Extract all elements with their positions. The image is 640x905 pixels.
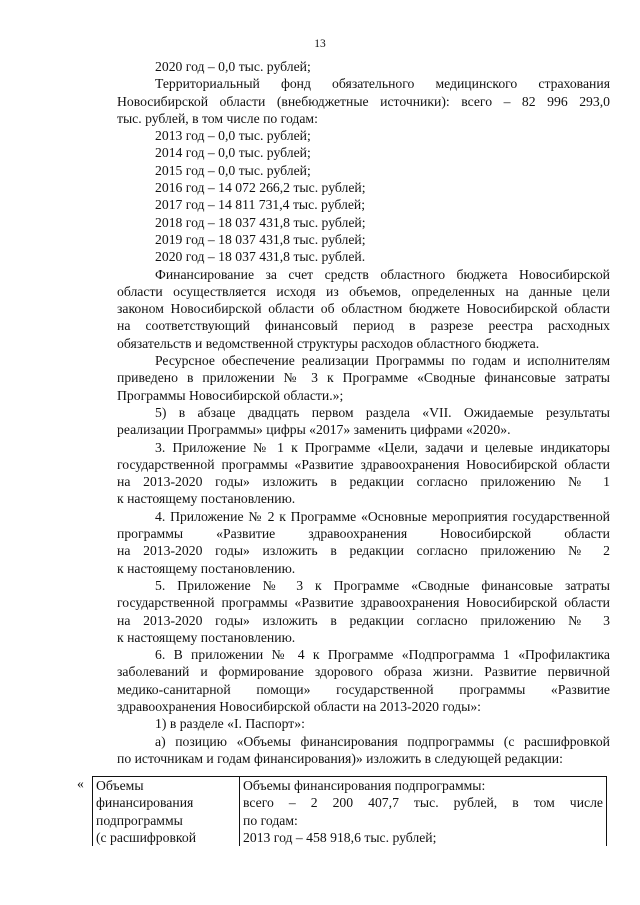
text-line: приведено в приложении № 3 к Программе «Сводные финансовые затраты: [117, 370, 610, 386]
paragraph-section-3: [117, 439, 610, 508]
text-line: Новосибирской области (внебюджетные источники): всего – 82 996 293,0: [117, 93, 610, 109]
paragraph-sub-a: [117, 733, 610, 768]
opening-quote: «: [77, 776, 84, 791]
text-line: Ресурсное обеспечение реализации Программы по годам и исполнителям: [155, 353, 610, 369]
cell-line: подпрограммы: [96, 812, 183, 828]
years-list: [117, 127, 610, 265]
year-line: 2017 год – 14 811 731,4 тыс. рублей;: [155, 197, 366, 213]
text-line: на 2013-2020 годы» изложить в редакции согласно приложению № 2: [117, 543, 610, 559]
paragraph-item-5: [117, 404, 610, 439]
paragraph-section-5: [117, 577, 610, 646]
text-line: реализации Программы» цифры «2017» заменить цифрами «2020».: [117, 422, 511, 438]
paragraph-section-4: [117, 508, 610, 577]
cell-line: всего – 2 200 407,7 тыс. рублей, в том числе: [243, 795, 603, 811]
text-line: программы «Развитие здравоохранения Новосибирской области: [117, 526, 610, 542]
paragraph-resources: [117, 352, 610, 404]
paragraph-financing: [117, 266, 610, 352]
year-line: 2016 год – 14 072 266,2 тыс. рублей;: [155, 180, 366, 196]
table-row: [93, 777, 607, 847]
text-line: Территориальный фонд обязательного медицинского страхования: [155, 76, 610, 92]
text-line: на 2013-2020 годы» изложить в редакции согласно приложению № 1: [117, 474, 610, 490]
paragraph-tfoms: [117, 75, 610, 127]
text-line: 6. В приложении № 4 к Программе «Подпрограмма 1 «Профилактика: [155, 647, 610, 663]
year-line: 2015 год – 0,0 тыс. рублей;: [155, 162, 311, 178]
text-line: Финансирование за счет средств областного бюджета Новосибирской: [155, 266, 610, 282]
text-line: обязательств и ведомственной структуры расходов областного бюджета.: [117, 335, 540, 351]
year-line: 2019 год – 18 037 431,8 тыс. рублей;: [155, 231, 366, 247]
cell-line: (с расшифровкой: [96, 829, 197, 845]
text-line: 5) в абзаце двадцать первом раздела «VII. Ожидаемые результаты: [155, 404, 610, 420]
cell-line: финансирования: [96, 795, 194, 811]
sub-item-1: 1) в разделе «I. Паспорт»:: [155, 716, 305, 732]
text-line: на соответствующий финансовый период в разрезе реестра расходных: [117, 318, 610, 334]
text-line: 3. Приложение № 1 к Программе «Цели, задачи и целевые индикаторы: [155, 439, 610, 455]
year-line: 2014 год – 0,0 тыс. рублей;: [155, 145, 311, 161]
cell-line: 2013 год – 458 918,6 тыс. рублей;: [243, 829, 437, 845]
text-line: государственной программы «Развитие здравоохранения Новосибирской области: [117, 595, 610, 611]
year-line: 2013 год – 0,0 тыс. рублей;: [155, 128, 311, 144]
table-cell-value: [240, 777, 607, 847]
text-line: здравоохранения Новосибирской области на 2013-2020 годы»:: [117, 698, 481, 714]
text-line: государственной программы «Развитие здравоохранения Новосибирской области: [117, 456, 610, 472]
cell-line: Объемы: [96, 778, 144, 793]
text-line: заболеваний и формирование здорового образа жизни. Развитие первичной: [117, 664, 610, 680]
text-line: тыс. рублей, в том числе по годам:: [117, 110, 318, 126]
year-line: 2018 год – 18 037 431,8 тыс. рублей;: [155, 214, 366, 230]
text-line: 5. Приложение № 3 к Программе «Сводные финансовые затраты: [155, 577, 610, 593]
text-line: 4. Приложение № 2 к Программе «Основные мероприятия государственной: [155, 508, 610, 524]
text-line: по источникам и годам финансирования)» изложить в следующей редакции:: [117, 750, 563, 766]
paragraph-section-6: [117, 646, 610, 715]
text-line: на 2013-2020 годы» изложить в редакции согласно приложению № 3: [117, 612, 610, 628]
passport-table: [92, 776, 607, 846]
cell-line: по годам:: [243, 812, 298, 828]
year-line: 2020 год – 0,0 тыс. рублей;: [155, 59, 311, 74]
table-cell-label: [93, 777, 240, 847]
text-line: к настоящему постановлению.: [117, 629, 296, 645]
text-line: а) позицию «Объемы финансирования подпрограммы (с расшифровкой: [155, 733, 610, 749]
text-line: к настоящему постановлению.: [117, 560, 296, 576]
page-number: 13: [314, 38, 326, 50]
cell-line: Объемы финансирования подпрограммы:: [243, 778, 486, 793]
text-line: Программы Новосибирской области.»;: [117, 387, 344, 403]
document-body: [117, 58, 610, 767]
year-line: 2020 год – 18 037 431,8 тыс. рублей.: [155, 249, 366, 265]
text-line: области осуществляется исходя из объемов, определенных на данные цели: [117, 283, 610, 299]
text-line: медико-санитарной помощи» государственной программы «Развитие: [117, 681, 610, 697]
text-line: законом Новосибирской области об областном бюджете Новосибирской области: [117, 301, 610, 317]
text-line: к настоящему постановлению.: [117, 491, 296, 507]
